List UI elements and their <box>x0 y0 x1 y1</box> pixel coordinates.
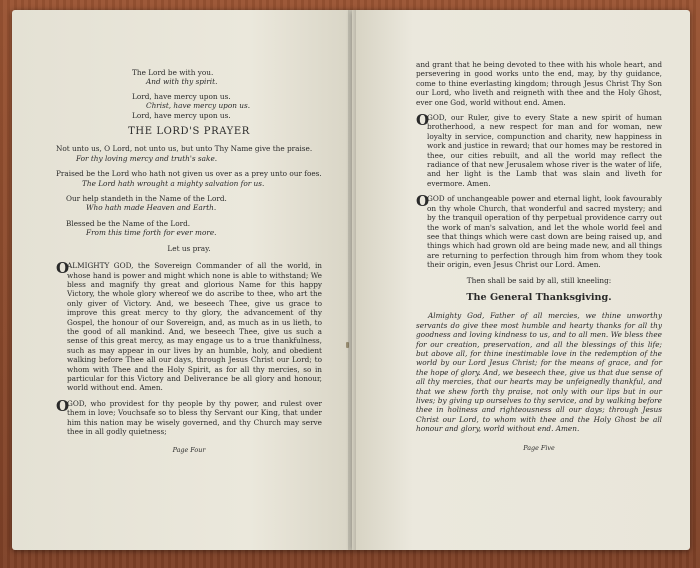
right-page <box>352 10 690 550</box>
prayer-text: GOD, who providest for thy people by thy power, and rulest over them in love; Vouchsafe so to bless thy Servant our King, that under him this nation may be wisely governed, and thy Church may serve thee in all godly quietness; <box>67 398 322 436</box>
verse-1 <box>56 144 322 163</box>
verse-4 <box>56 219 322 238</box>
versicles <box>56 68 322 120</box>
verse-2 <box>56 169 322 188</box>
rubric: Then shall be said by all, still kneeling: <box>466 275 612 285</box>
prayer-almighty-god <box>56 261 322 393</box>
drop-cap: O <box>416 111 430 130</box>
prayer-for-king <box>56 396 322 437</box>
prayer-continuation: and grant that he being devoted to thee with his whole heart, and persevering in good works unto the end, may, by thy guidance, come to thine everlasting kingdom; through Jesus Christ Thy Son our Lord, who liveth and reigneth with thee and the Holy Ghost, ever one God, world without end. Amen. <box>416 60 662 107</box>
prayer-text: GOD, our Ruler, give to every State a new spirit of human brotherhood, a new respect for man and for woman, new loyalty in service, compunction and charity, new happiness in work and justice in reward; that our homes may be restored in thee, our cities rebuilt, and all the world may reflect the radiance of that new Jerusalem whose river is the water of life, and her light is the Lamb that was slain and liveth for evermore. Amen. <box>427 113 662 188</box>
drop-cap: O <box>56 396 70 415</box>
right-page-content <box>416 60 662 453</box>
verse-response: The Lord hath wrought a mighty salvation for us. <box>82 178 265 188</box>
general-thanksgiving-text: Almighty God, Father of all mercies, we thine unworthy servants do give thee most humble and hearty thanks for all thy goodness and loving kindness to us, and to all men. We bless thee for our creation, preservation, and all the blessings of this life; but above all, for thine inestimable love in the redemption of the world by our Lord Jesus Christ; for the means of grace, and for the hope of glory. And, we beseech thee, give us that due sense of all thy mercies, that our hearts may be unfeignedly thankful, and that we shew forth thy praise, not only with our lips but in our lives; by giving up ourselves to thy service, and by walking before thee in holiness and righteousness all our days; through Jesus Christ our Lord, to whom with thee and the Holy Ghost be all honour and glory, world without end. Amen. <box>416 311 662 434</box>
general-thanksgiving-heading: The General Thanksgiving. <box>466 291 612 303</box>
response: Christ, have mercy upon us. <box>146 101 251 111</box>
left-page <box>12 10 352 550</box>
spine-fold <box>348 10 356 550</box>
response: And with thy spirit. <box>146 77 218 87</box>
verse-text: Not unto us, O Lord, not unto us, but unto Thy Name give the praise. <box>56 144 313 154</box>
verse-text: Our help standeth in the Name of the Lord. <box>66 194 227 204</box>
prayer-unchangeable-power <box>416 194 662 269</box>
verse-response: Who hath made Heaven and Earth. <box>86 203 217 213</box>
let-us-pray: Let us pray. <box>167 243 211 253</box>
versicle: The Lord be with you. <box>132 68 214 77</box>
prayer-text: ALMIGHTY GOD, the Sovereign Commander of all the world, in whose hand is power and might which none is able to withstand; We bless and magnify thy great and glorious Name for this happy Victory, the whole glory whereof we do ascribe to thee, who art the only giver of Victory. And, we beseech Thee, give us grace to improve this great mercy to thy glory, the advancement of thy Gospel, the honour of our Sovereign, and, as much as in us lieth, to the good of all mankind. And, we beseech Thee, give us such a sense of this great mercy, as may engage us to a true thankfulness, such as may appear in our lives by an humble, holy, and obedient walking before Thee all our days, through Jesus Christ our Lord; to whom with Thee and the Holy Spirit, as for all thy mercies, so in particular for this Victory and Deliverance be all glory and honour, world without end. Amen. <box>67 261 322 393</box>
prayer-our-ruler <box>416 113 662 188</box>
verse-text: Praised be the Lord who hath not given us over as a prey unto our foes. <box>56 169 322 179</box>
verse-text: Blessed be the Name of the Lord. <box>66 218 191 228</box>
page-number: Page Four <box>172 446 206 455</box>
verse-3 <box>56 194 322 213</box>
verse-response: From this time forth for ever more. <box>86 228 217 238</box>
page-number: Page Five <box>523 443 555 452</box>
drop-cap: O <box>416 192 430 211</box>
drop-cap: O <box>56 259 70 278</box>
verse-response: For thy loving mercy and truth's sake. <box>76 153 218 163</box>
prayer-text: GOD of unchangeable power and eternal light, look favourably on thy whole Church, that wonderful and sacred mystery; and by the tranquil operation of thy perpetual providence carry out the work of man's salvation, and let the whole world feel and see that things which were cast down are being raised up, and things which had grown old are being made new, and all things are returning to perfection through him from whom they took their origin, even Jesus Christ our Lord. Amen. <box>427 194 662 270</box>
left-page-content <box>56 68 322 456</box>
booklet <box>12 10 690 550</box>
versicle: Lord, have mercy upon us. <box>132 110 231 120</box>
lords-prayer-heading: THE LORD'S PRAYER <box>128 126 250 138</box>
versicle: Lord, have mercy upon us. <box>132 91 231 101</box>
